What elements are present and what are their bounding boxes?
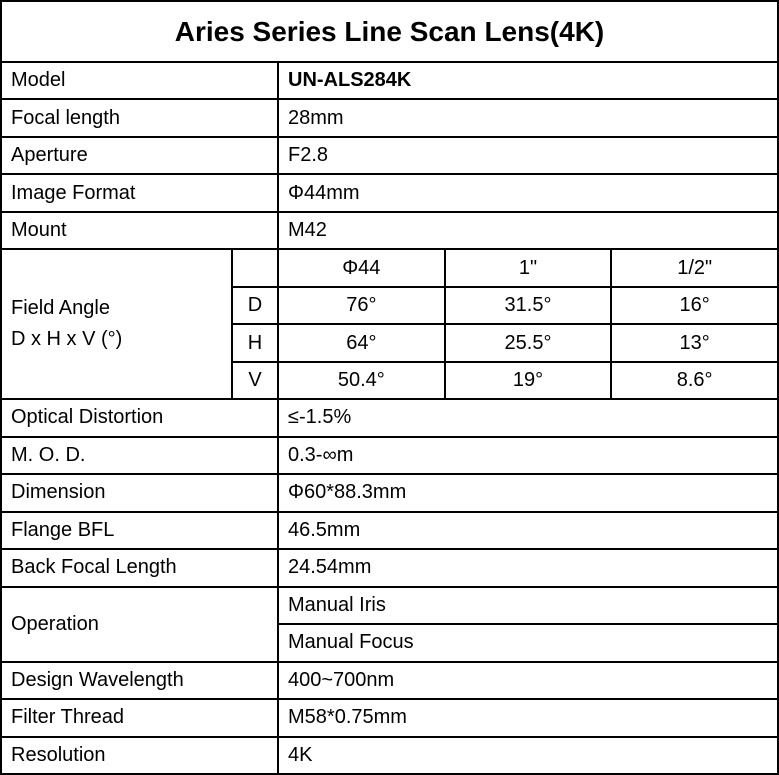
table-title: Aries Series Line Scan Lens(4K) xyxy=(2,2,777,61)
row-value-flange-bfl: 46.5mm xyxy=(279,513,777,548)
field-angle-label-line1: Field Angle xyxy=(11,297,110,320)
row-label-dimension: Dimension xyxy=(2,475,277,510)
row-label-resolution: Resolution xyxy=(2,738,277,773)
row-value-operation-focus: Manual Focus xyxy=(279,625,777,660)
row-value-focal-length: 28mm xyxy=(279,100,777,135)
field-angle-label xyxy=(2,250,231,398)
field-angle-col-header-half-inch: 1/2" xyxy=(612,250,777,285)
row-label-focal-length: Focal length xyxy=(2,100,277,135)
field-angle-d-half-inch: 16° xyxy=(612,288,777,323)
row-label-aperture: Aperture xyxy=(2,138,277,173)
row-label-mod: M. O. D. xyxy=(2,438,277,473)
row-label-optical-distortion: Optical Distortion xyxy=(2,400,277,435)
row-value-mount: M42 xyxy=(279,213,777,248)
row-label-model: Model xyxy=(2,63,277,98)
row-label-mount: Mount xyxy=(2,213,277,248)
row-value-optical-distortion: ≤-1.5% xyxy=(279,400,777,435)
row-value-design-wavelength: 400~700nm xyxy=(279,663,777,698)
field-angle-h-phi44: 64° xyxy=(279,325,444,360)
field-angle-d-1inch: 31.5° xyxy=(446,288,611,323)
row-value-resolution: 4K xyxy=(279,738,777,773)
field-angle-col-header-phi44: Φ44 xyxy=(279,250,444,285)
field-angle-col-header-1inch: 1" xyxy=(446,250,611,285)
row-label-image-format: Image Format xyxy=(2,175,277,210)
field-angle-axis-h: H xyxy=(233,325,277,360)
field-angle-axis-v: V xyxy=(233,363,277,398)
row-label-back-focal-length: Back Focal Length xyxy=(2,550,277,585)
field-angle-label-text xyxy=(11,293,122,355)
field-angle-label-line2: D x H x V (°) xyxy=(11,328,123,351)
field-angle-h-half-inch: 13° xyxy=(612,325,777,360)
field-angle-v-half-inch: 8.6° xyxy=(612,363,777,398)
row-label-design-wavelength: Design Wavelength xyxy=(2,663,277,698)
row-label-operation: Operation xyxy=(2,588,277,661)
field-angle-v-1inch: 19° xyxy=(446,363,611,398)
field-angle-d-phi44: 76° xyxy=(279,288,444,323)
field-angle-h-1inch: 25.5° xyxy=(446,325,611,360)
row-value-operation-iris: Manual Iris xyxy=(279,588,777,623)
field-angle-v-phi44: 50.4° xyxy=(279,363,444,398)
row-value-filter-thread: M58*0.75mm xyxy=(279,700,777,735)
row-value-aperture: F2.8 xyxy=(279,138,777,173)
row-value-back-focal-length: 24.54mm xyxy=(279,550,777,585)
row-value-model: UN-ALS284K xyxy=(279,63,777,98)
row-value-image-format: Φ44mm xyxy=(279,175,777,210)
row-value-dimension: Φ60*88.3mm xyxy=(279,475,777,510)
row-label-filter-thread: Filter Thread xyxy=(2,700,277,735)
field-angle-corner-cell xyxy=(233,250,277,285)
field-angle-axis-d: D xyxy=(233,288,277,323)
row-value-mod: 0.3-∞m xyxy=(279,438,777,473)
row-label-flange-bfl: Flange BFL xyxy=(2,513,277,548)
